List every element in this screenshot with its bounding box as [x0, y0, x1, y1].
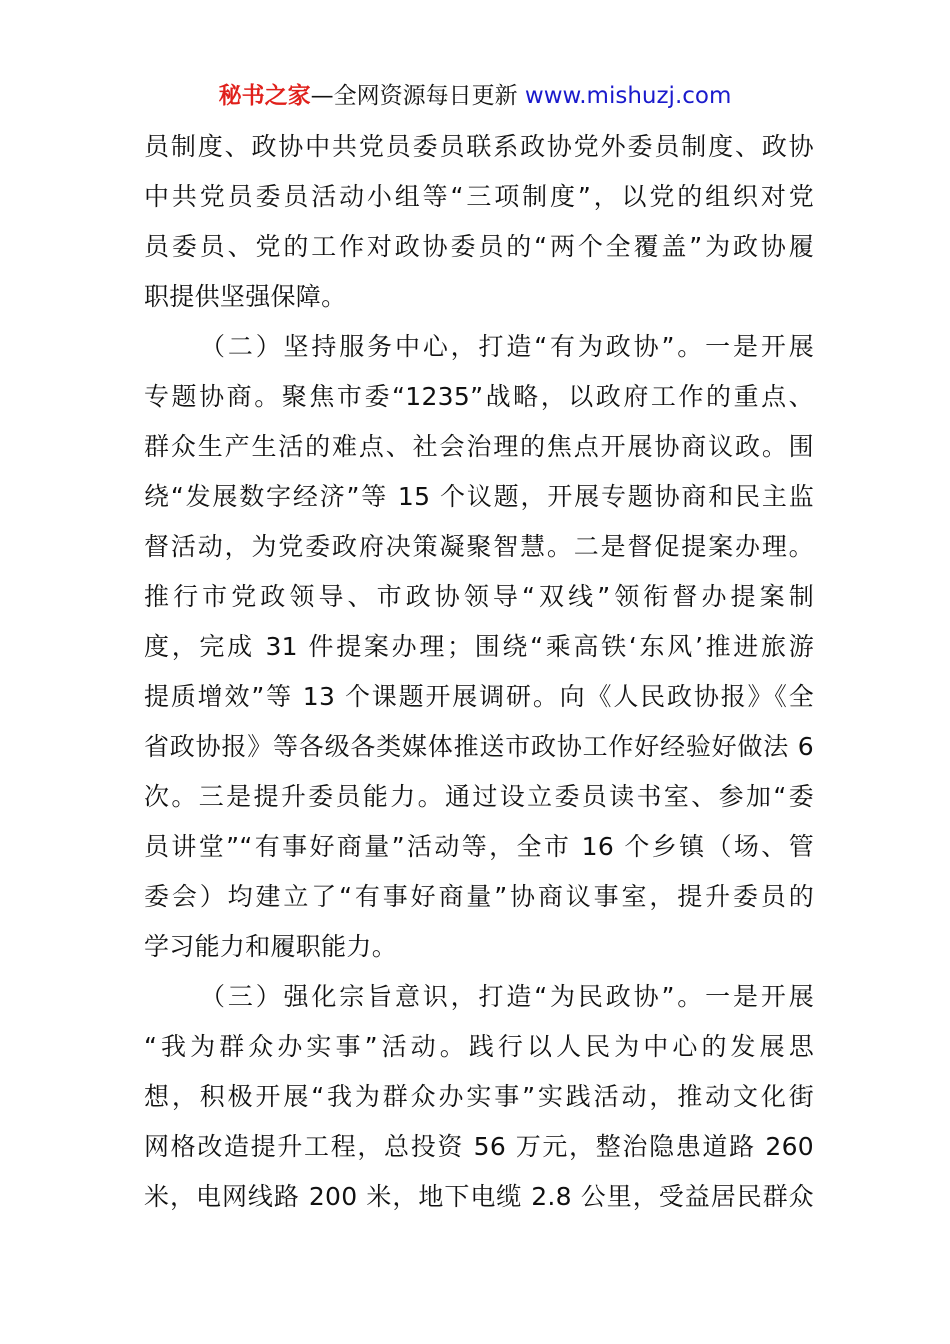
header-tagline: —全网资源每日更新 — [310, 83, 525, 109]
text-line: “我为群众办实事”活动。践行以人民为中心的发展思 — [144, 1032, 814, 1061]
page-header — [0, 80, 950, 112]
header-site-url[interactable]: www.mishuzj.com — [524, 83, 732, 109]
document-body — [144, 130, 814, 1230]
text-line: 群众生产生活的难点、社会治理的焦点开展协商议政。围 — [144, 432, 814, 461]
text-line: 职提供坚强保障。 — [144, 282, 347, 311]
text-line: 米，电网线路 200 米，地下电缆 2.8 公里，受益居民群众 — [144, 1182, 814, 1211]
text-line: 网格改造提升工程，总投资 56 万元，整治隐患道路 260 — [144, 1132, 814, 1161]
section-heading-line: （二）坚持服务中心，打造“有为政协”。一是开展 — [200, 332, 814, 361]
header-brand: 秘书之家 — [218, 83, 311, 109]
text-line: 员制度、政协中共党员委员联系政协党外委员制度、政协 — [144, 132, 814, 161]
text-line: 省政协报》等各级各类媒体推送市政协工作好经验好做法 6 — [144, 732, 814, 761]
text-line: 员委员、党的工作对政协委员的“两个全覆盖”为政协履 — [144, 232, 814, 261]
text-line: 绕“发展数字经济”等 15 个议题，开展专题协商和民主监 — [144, 482, 814, 511]
text-line: 督活动，为党委政府决策凝聚智慧。二是督促提案办理。 — [144, 532, 814, 561]
text-line: 想，积极开展“我为群众办实事”实践活动，推动文化街 — [144, 1082, 814, 1111]
text-line: 学习能力和履职能力。 — [144, 932, 398, 961]
section-heading-line: （三）强化宗旨意识，打造“为民政协”。一是开展 — [200, 982, 814, 1011]
text-line: 度，完成 31 件提案办理；围绕“乘高铁‘东风’推进旅游 — [144, 632, 814, 661]
text-line: 提质增效”等 13 个课题开展调研。向《人民政协报》《全 — [144, 682, 814, 711]
text-line: 员讲堂”“有事好商量”活动等，全市 16 个乡镇（场、管 — [144, 832, 814, 861]
text-line: 专题协商。聚焦市委“1235”战略，以政府工作的重点、 — [144, 382, 814, 411]
text-line: 推行市党政领导、市政协领导“双线”领衔督办提案制 — [144, 582, 814, 611]
text-line: 委会）均建立了“有事好商量”协商议事室，提升委员的 — [144, 882, 814, 911]
text-line: 次。三是提升委员能力。通过设立委员读书室、参加“委 — [144, 782, 814, 811]
text-line: 中共党员委员活动小组等“三项制度”，以党的组织对党 — [144, 182, 814, 211]
